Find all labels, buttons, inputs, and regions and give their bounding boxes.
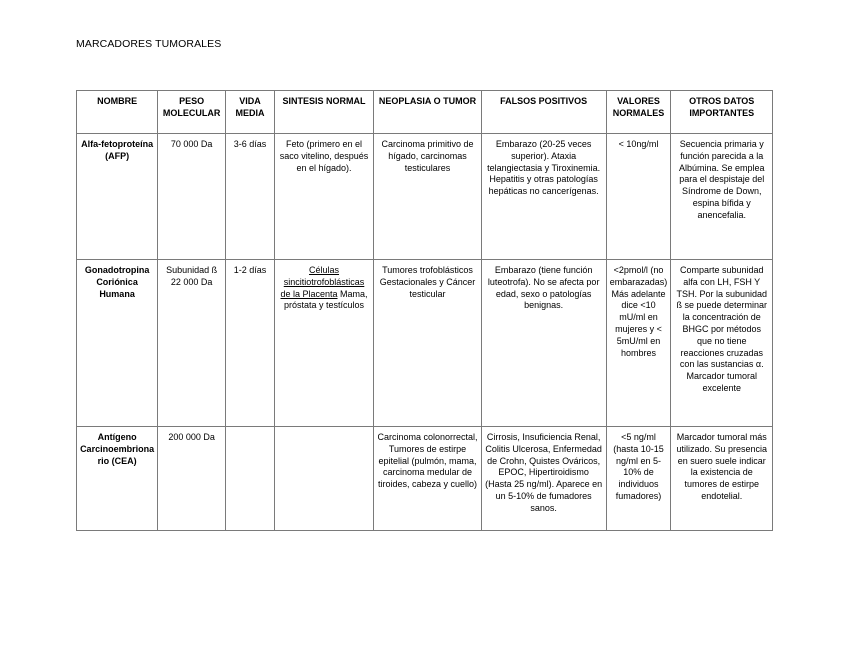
cell-valores: <5 ng/ml (hasta 10-15 ng/ml en 5-10% de individuos fumadores) <box>606 427 671 531</box>
cell-sintesis: Feto (primero en el saco vitelino, después en el hígado). <box>274 134 373 260</box>
sintesis-text: Mama, próstata y testículos <box>284 288 368 311</box>
table-row <box>77 134 773 260</box>
header-peso-molecular: PESO MOLECULAR <box>158 91 226 134</box>
header-otros-datos: OTROS DATOS IMPORTANTES <box>671 91 773 134</box>
cell-neoplasia: Carcinoma colonorrectal, Tumores de estirpe epitelial (pulmón, mama, carcinoma medular de tiroides, cabeza y cuello) <box>374 427 482 531</box>
cell-falsos: Embarazo (tiene función luteotrofa). No se afecta por edad, sexo o patologías benignas. <box>481 260 606 427</box>
table-row <box>77 260 773 427</box>
cell-peso: 200 000 Da <box>158 427 226 531</box>
sintesis-underlined-text: Células sincitiotrofoblásticas de la Placenta <box>280 265 365 299</box>
cell-vida: 1-2 días <box>226 260 275 427</box>
cell-falsos: Embarazo (20-25 veces superior). Ataxia telangiectasia y Tiroxinemia. Hepatitis y otras patologías hepáticas no cancerígenas. <box>481 134 606 260</box>
cell-sintesis <box>274 260 373 427</box>
tumor-markers-table <box>76 90 773 531</box>
cell-peso: 70 000 Da <box>158 134 226 260</box>
header-nombre: NOMBRE <box>77 91 158 134</box>
header-neoplasia: NEOPLASIA O TUMOR <box>374 91 482 134</box>
cell-nombre: Antígeno Carcinoembrionario (CEA) <box>77 427 158 531</box>
header-falsos-positivos: FALSOS POSITIVOS <box>481 91 606 134</box>
table-row <box>77 427 773 531</box>
cell-neoplasia: Carcinoma primitivo de hígado, carcinomas testiculares <box>374 134 482 260</box>
cell-otros: Marcador tumoral más utilizado. Su presencia en suero suele indicar la existencia de tumores de estirpe endotelial. <box>671 427 773 531</box>
header-vida-media: VIDA MEDIA <box>226 91 275 134</box>
cell-valores: < 10ng/ml <box>606 134 671 260</box>
cell-nombre: Alfa-fetoproteína (AFP) <box>77 134 158 260</box>
cell-peso: Subunidad ß 22 000 Da <box>158 260 226 427</box>
cell-vida <box>226 427 275 531</box>
header-sintesis-normal: SINTESIS NORMAL <box>274 91 373 134</box>
table-header-row <box>77 91 773 134</box>
cell-valores: <2pmol/l (no embarazadas) Más adelante dice <10 mU/ml en mujeres y < 5mU/ml en hombres <box>606 260 671 427</box>
page-title: MARCADORES TUMORALES <box>76 38 222 50</box>
header-valores-normales: VALORES NORMALES <box>606 91 671 134</box>
cell-nombre: Gonadotropina Coriónica Humana <box>77 260 158 427</box>
cell-otros: Secuencia primaria y función parecida a la Albúmina. Se emplea para el despistaje del Síndrome de Down, espina bífida y anencefalia. <box>671 134 773 260</box>
cell-otros: Comparte subunidad alfa con LH, FSH Y TSH. Por la subunidad ß se puede determinar la concentración de BHGC por métodos que no tiene reacciones cruzadas con las sustancias α. Marcador tumoral excelente <box>671 260 773 427</box>
cell-neoplasia: Tumores trofoblásticos Gestacionales y Cáncer testicular <box>374 260 482 427</box>
cell-sintesis <box>274 427 373 531</box>
cell-falsos: Cirrosis, Insuficiencia Renal, Colitis Ulcerosa, Enfermedad de Crohn, Quistes Ováricos, EPOC, Hipertiroidismo (Hasta 25 ng/ml). Aparece en un 5-10% de fumadores sanos. <box>481 427 606 531</box>
cell-vida: 3-6 días <box>226 134 275 260</box>
